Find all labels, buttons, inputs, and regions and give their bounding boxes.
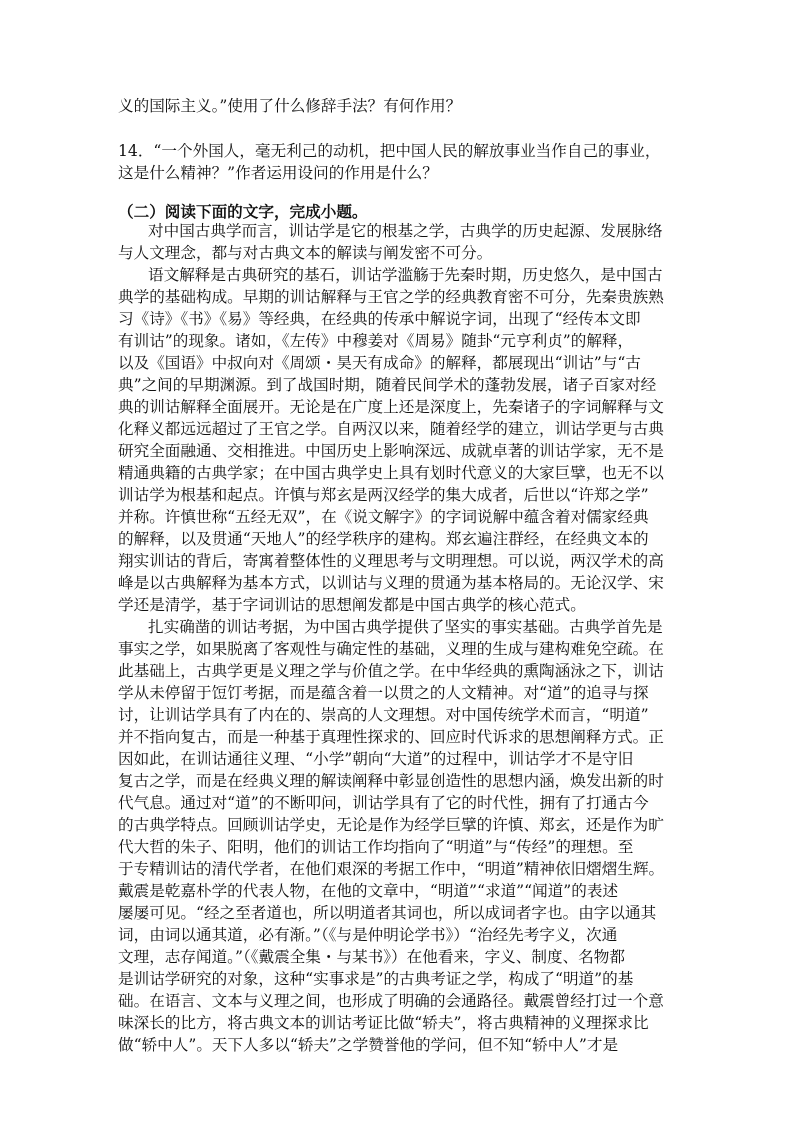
passage-line: 于专精训诂的清代学者，在他们艰深的考据工作中，“明道”精神依旧熠熠生辉。 [118, 860, 665, 878]
passage-line: 典学的基础构成。早期的训诂解释与王官之学的经典教育密不可分，先秦贵族熟 [118, 288, 664, 306]
passage-line: 训诂学为根基和起点。许慎与郑玄是两汉经学的集大成者，后世以“许郑之学” [118, 486, 649, 504]
passage-line: 学从未停留于饾饤考据，而是蕴含着一以贯之的人文精神。对“道”的追寻与探 [118, 684, 649, 702]
question-14-line-2: 这是什么精神？”作者运用设问的作用是什么？ [118, 164, 438, 182]
passage-line: 此基础上，古典学更是义理之学与价值之学。在中华经典的熏陶涵泳之下，训诂 [118, 662, 664, 680]
section-heading: （二）阅读下面的文字，完成小题。 [118, 202, 368, 221]
passage-line: 代气息。通过对“道”的不断叩问，训诂学具有了它的时代性，拥有了打通古今 [118, 794, 649, 812]
passage-line: 研究全面融通、交相推进。中国历史上影响深远、成就卓著的训诂学家，无不是 [118, 442, 664, 460]
passage-line: 典”之间的早期渊源。到了战国时期，随着民间学术的蓬勃发展，诸子百家对经 [118, 376, 657, 394]
passage-line: 做“轿中人”。天下人多以“轿夫”之学赞誉他的学问，但不知“轿中人”才是 [118, 1036, 619, 1054]
passage-line: 扎实确凿的训诂考据，为中国古典学提供了坚实的事实基础。古典学首先是 [148, 618, 663, 636]
passage-line: 化释义都远远超过了王官之学。自两汉以来，随着经学的建立，训诂学更与古典 [118, 420, 664, 438]
passage-line: 的解释，以及贯通“天地人”的经学秩序的建构。郑玄遍注群经，在经典文本的 [118, 530, 649, 548]
passage-line: 与人文理念，都与对古典文本的解读与阐发密不可分。 [118, 244, 493, 262]
passage-line: 有训诂”的现象。诸如，《左传》中穆姜对《周易》随卦“元亨利贞”的解释， [118, 332, 634, 350]
passage-line: 词，由词以通其道，必有渐。”（《与是仲明论学书》）“治经先考字义，次通 [118, 926, 618, 944]
passage-line: 础。在语言、文本与义理之间，也形成了明确的会通路径。戴震曾经打过一个意 [118, 992, 664, 1010]
passage-line: 并不指向复古，而是一种基于真理性探求的、回应时代诉求的思想阐释方式。正 [118, 728, 664, 746]
passage-line: 对中国古典学而言，训诂学是它的根基之学，古典学的历史起源、发展脉络 [148, 222, 663, 240]
passage-line: 翔实训诂的背后，寄寓着整体性的义理思考与文明理想。可以说，两汉学术的高 [118, 552, 664, 570]
passage-line: 是训诂学研究的对象，这种“实事求是”的古典考证之学，构成了“明道”的基 [118, 970, 634, 988]
passage-line: 学还是清学，基于字词训诂的思想阐发都是中国古典学的核心范式。 [118, 596, 586, 614]
passage-line: 并称。许慎世称“五经无双”，在《说文解字》的字词说解中蕴含着对儒家经典 [118, 508, 649, 526]
passage-line: 文理，志存闻道。”（《戴震全集・与某书》）在他看来，字义、制度、名物都 [118, 948, 625, 966]
passage-line: 以及《国语》中叔向对《周颂・昊天有成命》的解释，都展现出“训诂”与“古 [118, 354, 641, 372]
passage-line: 戴震是乾嘉朴学的代表人物，在他的文章中，“明道”“求道”“闻道”的表述 [118, 882, 619, 900]
passage-line: 复古之学，而是在经典义理的解读阐释中彰显创造性的思想内涵，焕发出新的时 [118, 772, 664, 790]
passage-line: 习《诗》《书》《易》等经典，在经典的传承中解说字词，出现了“经传本文即 [118, 310, 641, 328]
passage-line: 的古典学特点。回顾训诂学史，无论是作为经学巨擘的许慎、郑玄，还是作为旷 [118, 816, 664, 834]
passage-line: 因如此，在训诂通往义理、“小学”朝向“大道”的过程中，训诂学才不是守旧 [118, 750, 634, 768]
passage-line: 事实之学，如果脱离了客观性与确定性的基础，义理的生成与建构难免空疏。在 [118, 640, 664, 658]
passage-line: 典的训诂解释全面展开。无论是在广度上还是深度上，先秦诸子的字词解释与文 [118, 398, 664, 416]
passage-line: 代大哲的朱子、阳明，他们的训诂工作均指向了“明道”与“传经”的理想。至 [118, 838, 634, 856]
passage-line: 味深长的比方，将古典文本的训诂考证比做“轿夫”，将古典精神的义理探求比 [118, 1014, 649, 1032]
passage-line: 语文解释是古典研究的基石，训诂学滥觞于先秦时期，历史悠久，是中国古 [148, 266, 663, 284]
passage-line: 精通典籍的古典学家；在中国古典学史上具有划时代意义的大家巨擘，也无不以 [118, 464, 664, 482]
passage-line: 讨，让训诂学具有了内在的、崇高的人文理想。对中国传统学术而言，“明道” [118, 706, 649, 724]
question-14-line-1: 14．“一个外国人，毫无利己的动机，把中国人民的解放事业当作自己的事业， [118, 142, 661, 160]
passage-line: 峰是以古典解释为基本方式，以训诂与义理的贯通为基本格局的。无论汉学、宋 [118, 574, 664, 592]
passage-line: 屡屡可见。“经之至者道也，所以明道者其词也，所以成词者字也。由字以通其 [118, 904, 657, 922]
question-13-tail: 义的国际主义。”使用了什么修辞手法？有何作用？ [118, 97, 462, 115]
